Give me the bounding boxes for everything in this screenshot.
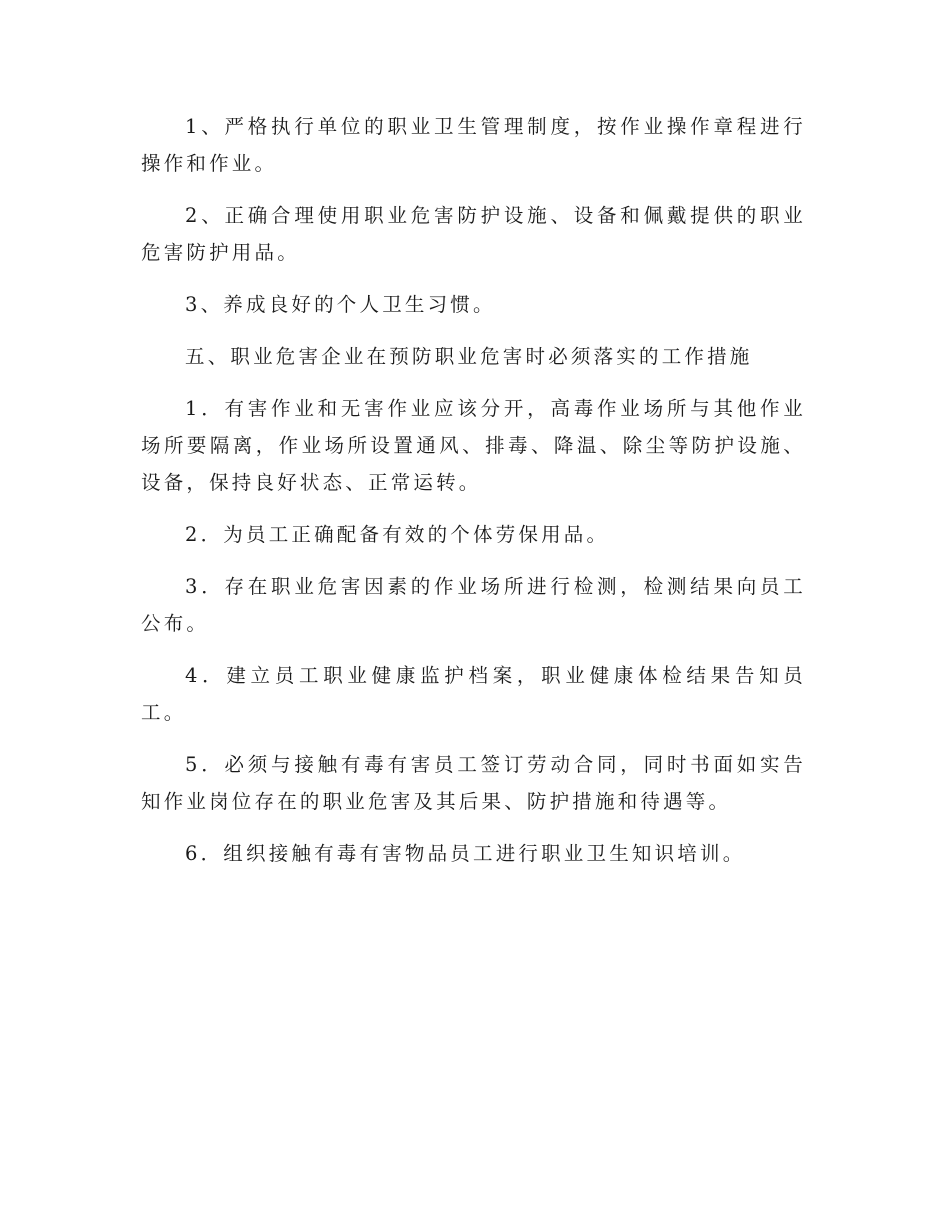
section-heading-5: 五、职业危害企业在预防职业危害时必须落实的工作措施 [185, 345, 753, 368]
paragraph-duty-3: 3、养成良好的个人卫生习惯。 [185, 293, 496, 316]
paragraph-measure-4: 4．建立员工职业健康监护档案，职业健康体检结果告知员工。 [141, 664, 806, 724]
paragraph-measure-3: 3．存在职业危害因素的作业场所进行检测，检测结果向员工公布。 [141, 575, 806, 635]
document-body [141, 108, 806, 887]
paragraph-measure-6: 6．组织接触有毒有害物品员工进行职业卫生知识培训。 [185, 842, 746, 865]
paragraph-measure-2: 2．为员工正确配备有效的个体劳保用品。 [185, 523, 610, 546]
paragraph-duty-2: 2、正确合理使用职业危害防护设施、设备和佩戴提供的职业危害防护用品。 [141, 204, 806, 264]
paragraph-measure-5: 5．必须与接触有毒有害员工签订劳动合同，同时书面如实告知作业岗位存在的职业危害及其后果、防护措施和待遇等。 [141, 753, 806, 813]
paragraph-measure-1: 1．有害作业和无害作业应该分开，高毒作业场所与其他作业场所要隔离，作业场所设置通风、排毒、降温、除尘等防护设施、设备，保持良好状态、正常运转。 [141, 397, 806, 494]
paragraph-duty-1: 1、严格执行单位的职业卫生管理制度，按作业操作章程进行操作和作业。 [141, 115, 806, 175]
